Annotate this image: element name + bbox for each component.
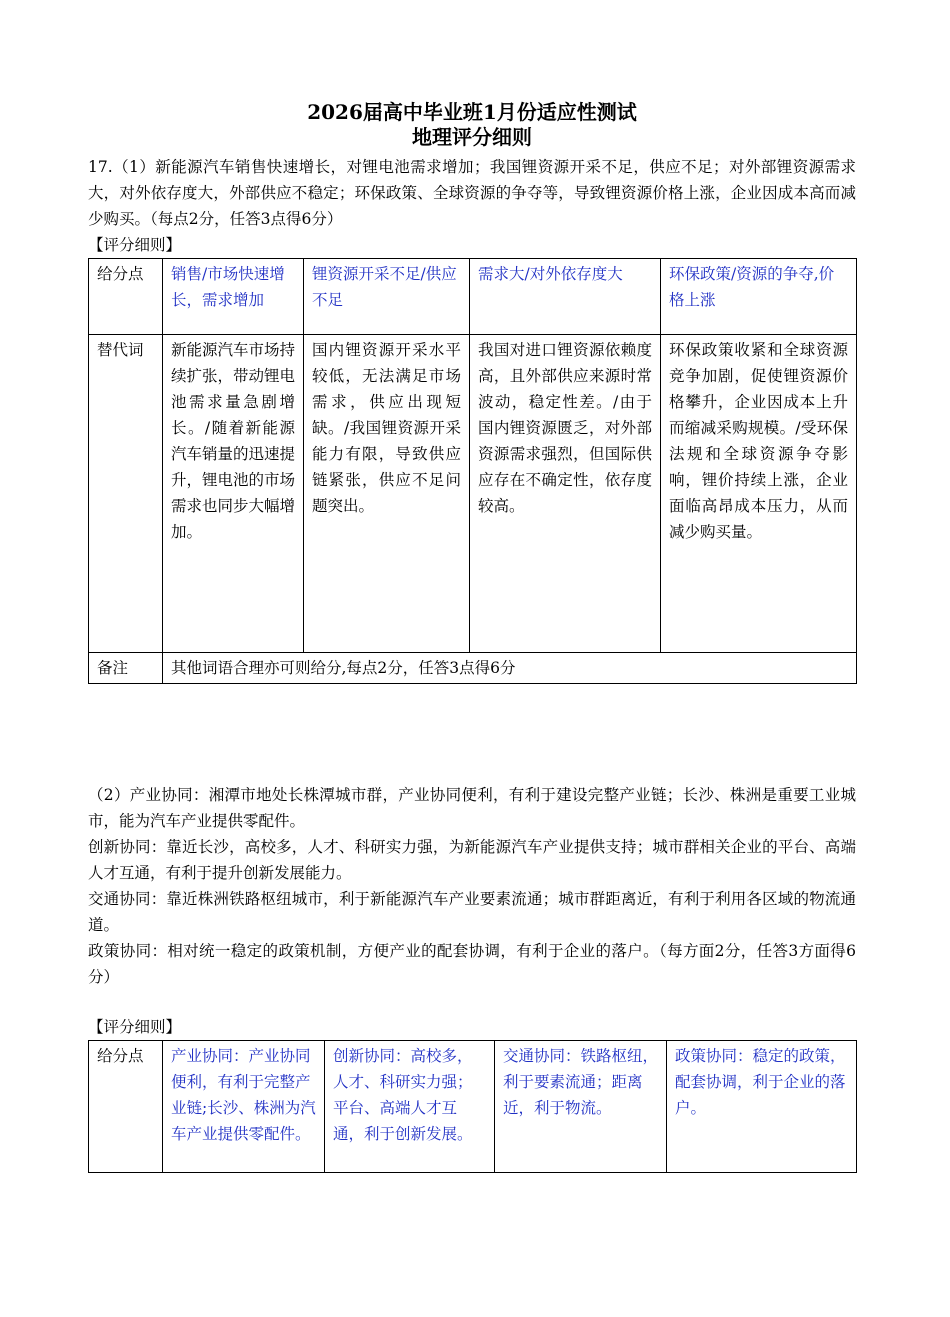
scoring-point: 锂资源开采不足/供应不足 <box>304 259 470 335</box>
table-row <box>89 335 857 653</box>
table-row <box>89 1041 857 1173</box>
table-row <box>89 653 857 684</box>
rubric-table-2 <box>88 1040 857 1173</box>
row-label: 备注 <box>89 653 163 684</box>
scoring-point: 环保政策/资源的争夺,价格上涨 <box>661 259 857 335</box>
row-label: 替代词 <box>89 335 163 653</box>
alternative-text: 新能源汽车市场持续扩张，带动锂电池需求量急剧增长。/随着新能源汽车销量的迅速提升，锂电池的市场需求也同步大幅增加。 <box>163 335 304 653</box>
row-label: 给分点 <box>89 259 163 335</box>
q17-2-paragraph: 交通协同：靠近株洲铁路枢纽城市，利于新能源汽车产业要素流通；城市群距离近，有利于利用各区域的物流通道。 <box>88 890 856 934</box>
page-title-line2: 地理评分细则 <box>412 125 532 149</box>
scoring-point: 销售/市场快速增长，需求增加 <box>163 259 304 335</box>
scoring-point: 需求大/对外依存度大 <box>470 259 661 335</box>
q17-2-paragraph: 政策协同：相对统一稳定的政策机制，方便产业的配套协调，有利于企业的落户。（每方面2分，任答3方面得6分） <box>88 942 856 986</box>
table-row <box>89 259 857 335</box>
q17-2-paragraph: （2）产业协同：湘潭市地处长株潭城市群，产业协同便利，有利于建设完整产业链；长沙、株洲是重要工业城市，能为汽车产业提供零配件。 <box>88 786 856 830</box>
row-label: 给分点 <box>89 1041 163 1173</box>
note-text: 其他词语合理亦可则给分,每点2分，任答3点得6分 <box>163 653 857 684</box>
rubric-label-1: 【评分细则】 <box>88 236 182 254</box>
q17-2-paragraph: 创新协同：靠近长沙，高校多，人才、科研实力强，为新能源汽车产业提供支持；城市群相关企业的平台、高端人才互通，有利于提升创新发展能力。 <box>88 838 856 882</box>
scoring-point: 政策协同：稳定的政策，配套协调，利于企业的落户。 <box>667 1041 857 1173</box>
alternative-text: 环保政策收紧和全球资源竞争加剧，促使锂资源价格攀升，企业因成本上升而缩减采购规模。/受环保法规和全球资源争夺影响，锂价持续上涨，企业面临高昂成本压力，从而减少购买量。 <box>661 335 857 653</box>
page-title-line1: 2026届高中毕业班1月份适应性测试 <box>307 100 637 124</box>
scoring-point: 创新协同：高校多，人才、科研实力强；平台、高端人才互通，利于创新发展。 <box>325 1041 495 1173</box>
rubric-table-1 <box>88 258 857 684</box>
alternative-text: 国内锂资源开采水平较低，无法满足市场需求，供应出现短缺。/我国锂资源开采能力有限，导致供应链紧张，供应不足问题突出。 <box>304 335 470 653</box>
rubric-label-2: 【评分细则】 <box>88 1018 182 1036</box>
scoring-point: 交通协同：铁路枢纽，利于要素流通；距离近，利于物流。 <box>495 1041 667 1173</box>
alternative-text: 我国对进口锂资源依赖度高，且外部供应来源时常波动，稳定性差。/由于国内锂资源匮乏，对外部资源需求强烈，但国际供应存在不确定性，依存度较高。 <box>470 335 661 653</box>
document-page <box>88 100 856 1173</box>
scoring-point: 产业协同：产业协同便利，有利于完整产业链;长沙、株洲为汽车产业提供零配件。 <box>163 1041 325 1173</box>
q17-1-answer: 17.（1）新能源汽车销售快速增长，对锂电池需求增加；我国锂资源开采不足，供应不足；对外部锂资源需求大，对外依存度大，外部供应不稳定；环保政策、全球资源的争夺等，导致锂资源价格上涨，企业因成本高而减少购买。（每点2分，任答3点得6分） <box>88 158 856 228</box>
